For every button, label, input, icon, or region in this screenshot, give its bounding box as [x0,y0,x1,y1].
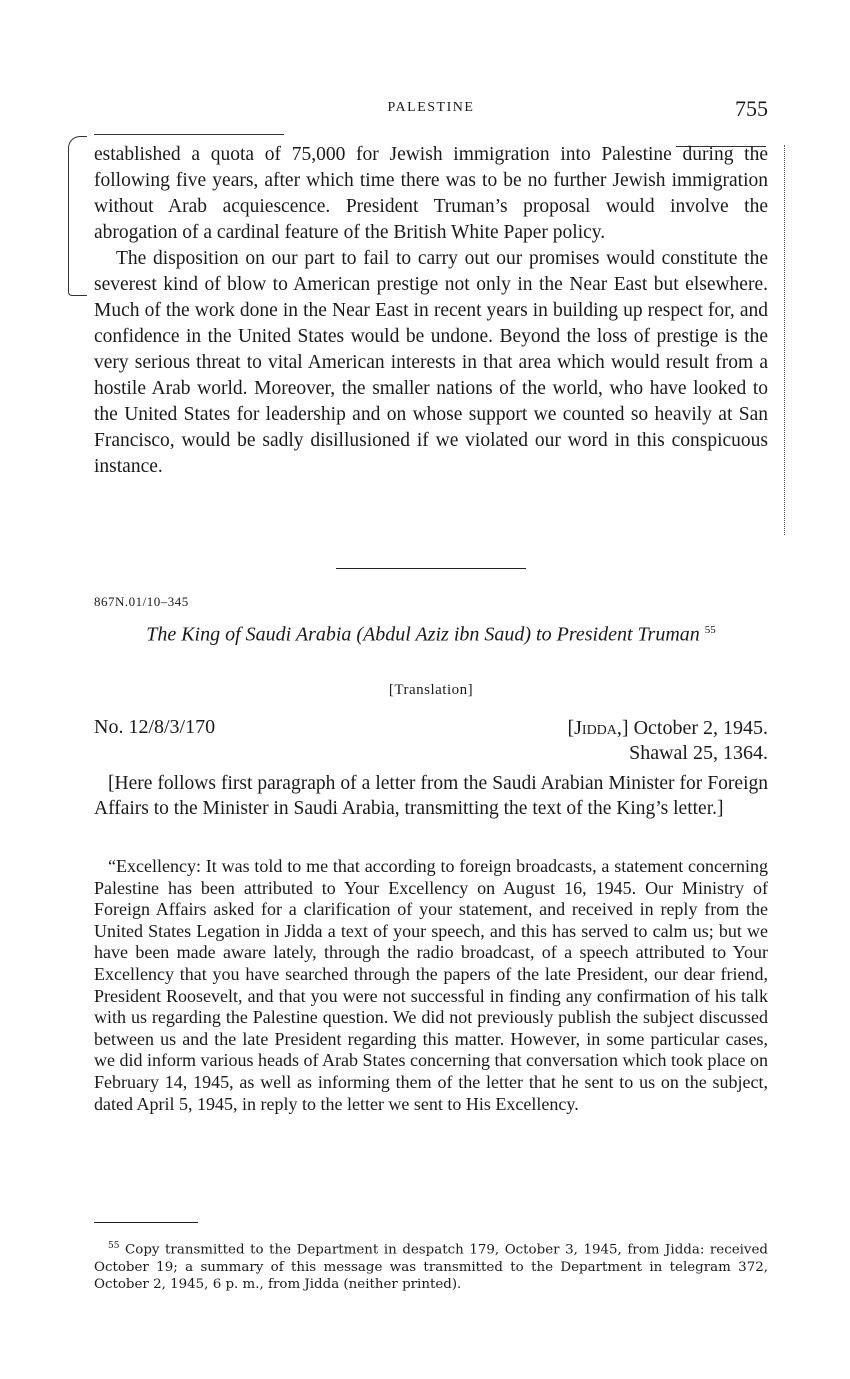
letter-text: “Excellency: It was told to me that according to foreign broadcasts, a statement concerning Palestine has been attributed to Your Excellency on August 16, 1945. Our Ministry of Foreign Affairs asked for a clarification of your statement, and received in reply from the United States Legation in Jidda a text of your speech, and this has served to calm us; but we have been made aware lately, through the radio broadcast, of a speech attributed to Your Excellency that you have searched through the papers of the late President, our dear friend, President Roosevelt, and that you were not successful in finding any confirmation of his talk with us regarding the Palestine question. We did not previously publish the subject discussed between us and the late President regarding this matter. However, in some particular cases, we did inform various heads of Arab States concerning that conversation which took place on February 14, 1945, as well as informing them of the letter that he sent to us on the subject, dated April 5, 1945, in reply to the letter we sent to His Excellency. [94,856,768,1114]
handwritten-bracket-right [778,145,785,535]
page-header [94,96,768,126]
date-gregorian: October 2, 1945. [633,717,768,739]
translation-label: [Translation] [388,682,474,698]
document-date [567,716,768,766]
handwritten-overline-mark [94,134,284,135]
document-place: [Jidda,] [567,717,629,739]
section-divider [336,568,526,569]
body-text [94,142,768,480]
editor-note: [Here follows first paragraph of a letter from the Saudi Arabian Minister for Foreign Affairs to the Minister in Saudi Arabia, transmitting the text of the King’s letter.] [94,773,768,819]
footnote-marker: 55 [108,1241,120,1251]
body-paragraph-1: established a quota of 75,000 for Jewish immigration into Palestine during the following five years, after which time there was to be no further Jewish immigration without Arab acquiescence. President Truman’s proposal would involve the abrogation of a cardinal feature of the British White Paper policy. [94,144,768,243]
document-number: No. 12/8/3/170 [94,716,216,738]
footnote [94,1238,768,1294]
date-line-gregorian [567,716,768,741]
document-file-number: 867N.01/10–345 [94,594,189,609]
body-paragraph-2: The disposition on our part to fail to carry out our promises would constitute the severest kind of blow to American prestige not only in the Near East but elsewhere. Much of the work done in the Near East in recent years in building up respect for, and confidence in the United States would be undone. Beyond the loss of prestige is the very serious threat to vital American interests in that area which would result from a hostile Arab world. Moreover, the smaller nations of the world, who have looked to the United States for leadership and on whose support we counted so heavily at San Francisco, would be sadly disillusioned if we violated our word in this conspicuous instance. [94,248,768,477]
document-title-text: The King of Saudi Arabia (Abdul Aziz ibn Saud) to President Truman [146,623,700,646]
document-title [94,618,768,648]
handwritten-bracket-left [68,136,87,296]
date-hijri: Shawal 25, 1364. [629,742,768,764]
running-head: PALESTINE [387,100,475,115]
page-number: 755 [735,96,768,121]
footnote-text: Copy transmitted to the Department in despatch 179, October 3, 1945, from Jidda: received October 19; a summary of this message was transmitted to the Department in telegram 372, October 2, 1945, 6 p. m., from Jidda (neither printed). [94,1242,768,1293]
footnote-reference: 55 [704,624,716,636]
footnote-rule [94,1222,198,1223]
